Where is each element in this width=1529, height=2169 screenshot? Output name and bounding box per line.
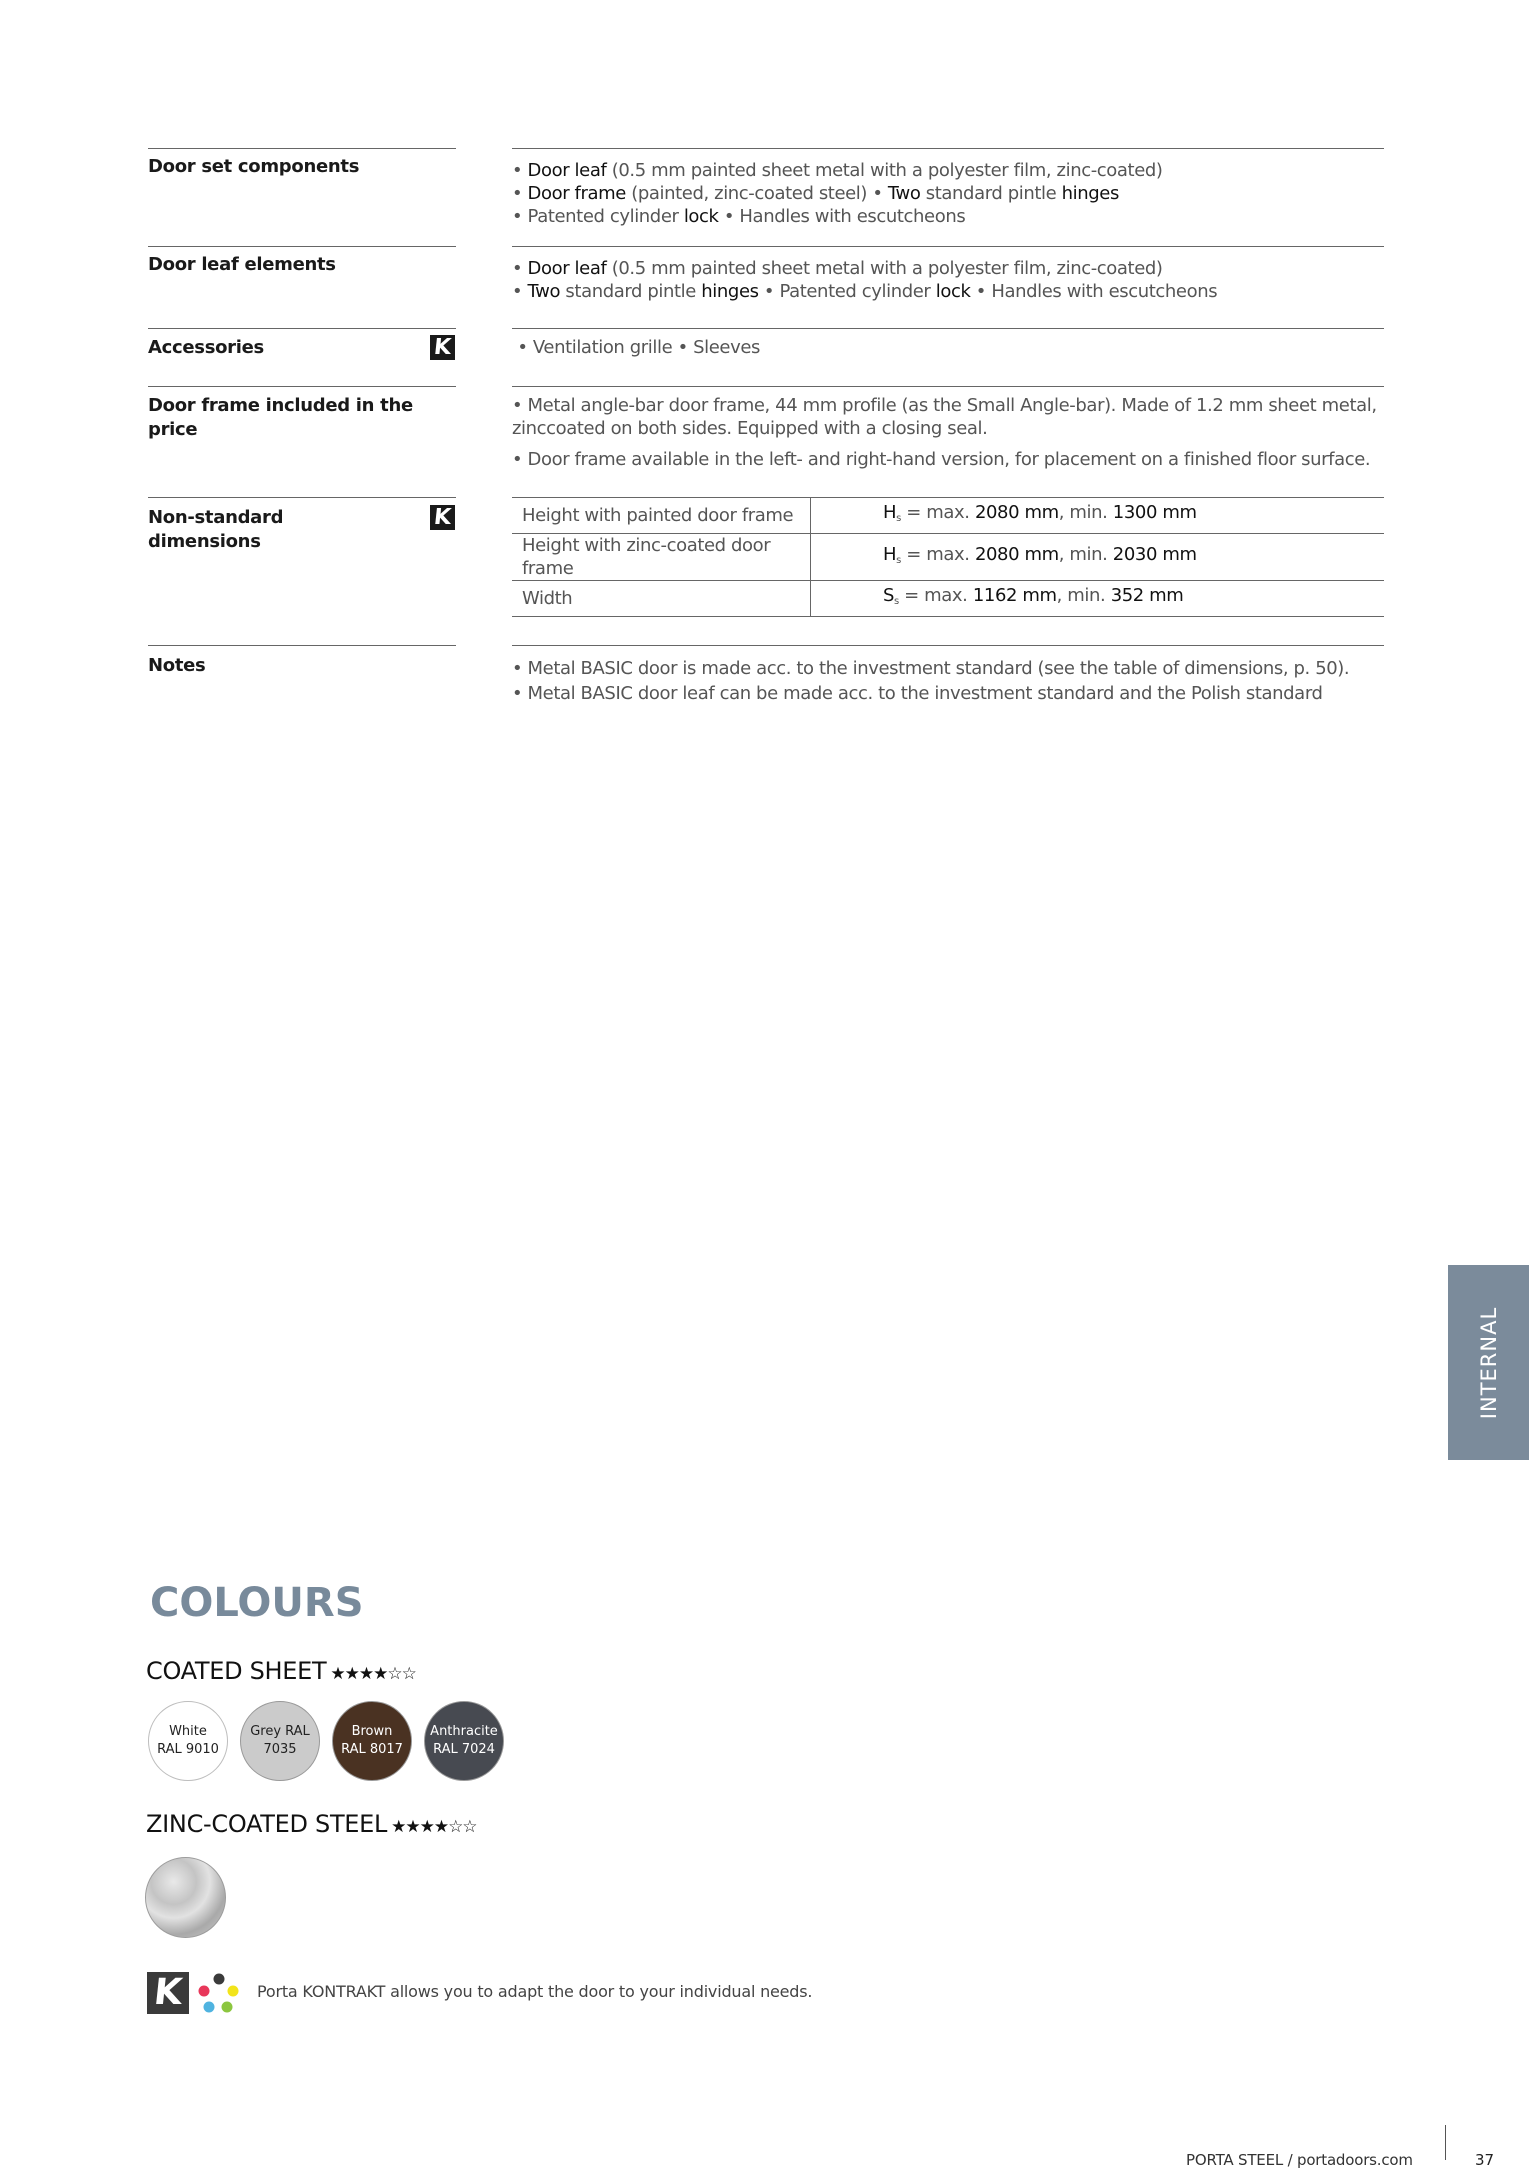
page-number: 37 [1475,2151,1495,2169]
colour-swatch: Grey RAL 7035 [240,1701,320,1781]
spec-label: Door set components [148,148,456,179]
rating-stars-icon: ★★★★☆☆ [330,1664,416,1684]
kontrakt-note: Porta KONTRAKT allows you to adapt the door to your individual needs. [257,1982,813,2001]
frame-line-1: Metal angle-bar door frame, 44 mm profile (as the Small Angle-bar). Made of 1.2 mm sheet metal, [527,395,1377,416]
dimensions-table-wrap [512,497,1384,617]
spec-value [512,246,1384,303]
spec-line: • Two standard pintle hinges • Patented cylinder lock • Handles with escutcheons [512,281,1218,302]
spec-label: Door leaf elements [148,246,456,277]
spec-value [512,148,1384,228]
coated-sheet-heading: COATED SHEET ★★★★☆☆ [146,1657,416,1685]
kontrakt-badge-icon: K [430,505,455,530]
note-line-1: Metal BASIC door is made acc. to the investment standard (see the table of dimensions, p. 50). [527,658,1350,679]
frame-line-1b: zinccoated on both sides. Equipped with a closing seal. [512,418,988,439]
dimension-row: Height with painted door frame $H_s = \max$. 2080 mm, min. 1300 mm [512,498,1384,534]
spec-label: Non-standard dimensions [148,497,456,554]
dimension-row: Height with zinc-coated door frame $H_s = \max$. 2080 mm, min. 2030 mm [512,534,1384,581]
spec-line: • Door leaf (0.5 mm painted sheet metal with a polyester film, zinc-coated) [512,258,1163,279]
colour-swatch: White RAL 9010 [148,1701,228,1781]
footer-text: PORTA STEEL / portadoors.com [1186,2151,1413,2169]
spec-line: • Patented cylinder lock • Handles with escutcheons [512,206,966,227]
spec-line: • Door leaf (0.5 mm painted sheet metal with a polyester film, zinc-coated) [512,160,1163,181]
zinc-steel-swatch [145,1857,226,1938]
kontrakt-logo-icon: K [147,1972,189,2014]
accessories-text: Ventilation grille • Sleeves [532,337,761,358]
zinc-steel-heading: ZINC-COATED STEEL ★★★★☆☆ [146,1810,477,1838]
colour-swatch: Brown RAL 8017 [332,1701,412,1781]
colours-title: COLOURS [150,1580,364,1626]
dimensions-table [512,498,1384,617]
spec-label: Door frame included in the price [148,386,456,442]
kontrakt-dots-icon [197,1972,241,2016]
rating-stars-icon: ★★★★☆☆ [391,1817,477,1837]
spec-label: Accessories [148,328,456,360]
frame-line-2: Door frame available in the left- and right-hand version, for placement on a finished floor surface. [527,449,1371,470]
side-tab-label: INTERNAL [1476,1306,1501,1419]
dimension-row: Width $S_s = \max$. 1162 mm, min. 352 mm [512,581,1384,617]
spec-line: • Door frame (painted, zinc-coated steel) • Two standard pintle hinges [512,183,1119,204]
spec-value: • Ventilation grille • Sleeves [512,328,1384,359]
footer-divider [1445,2125,1446,2160]
spec-label: Notes [148,645,456,678]
kontrakt-badge-icon: K [430,335,455,360]
section-side-tab [1448,1265,1529,1460]
spec-value: • Metal angle-bar door frame, 44 mm profile (as the Small Angle-bar). Made of 1.2 mm sheet metal, zinccoated on both sides. Equipped with a closing seal. • Door frame available in the left- and right-hand version, for placement on a finished floor surface. [512,386,1384,471]
colour-swatch: Anthracite RAL 7024 [424,1701,504,1781]
note-line-2: Metal BASIC door leaf can be made acc. to the investment standard and the Polish standard [527,683,1323,704]
spec-value: • Metal BASIC door is made acc. to the investment standard (see the table of dimensions, p. 50). • Metal BASIC door leaf can be made acc. to the investment standard and the Polish standard [512,645,1384,705]
